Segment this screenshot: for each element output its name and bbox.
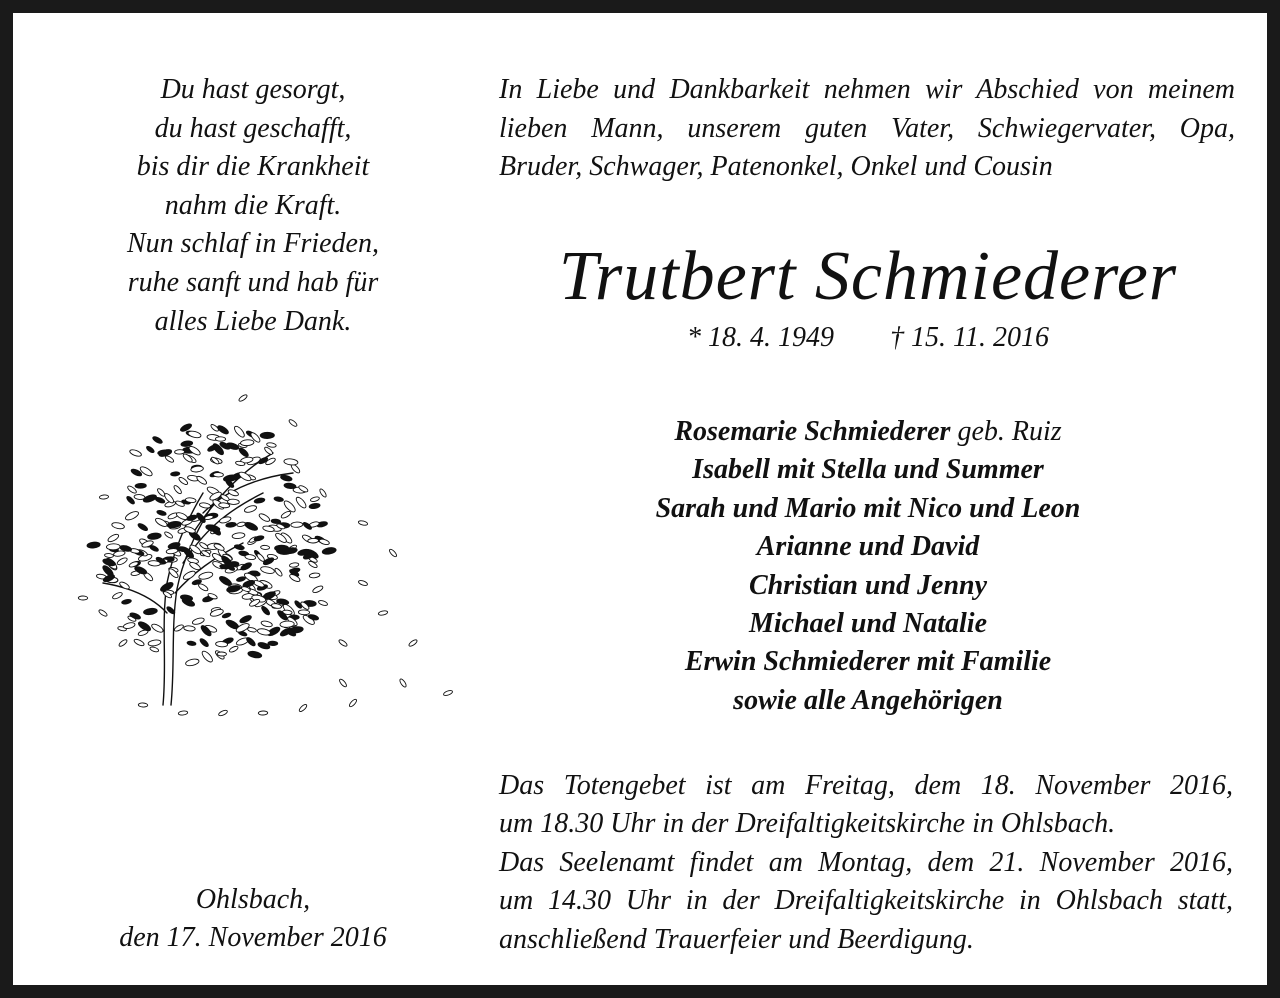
service-line: um 18.30 Uhr in der Dreifaltigkeitskirche in Ohlsbach. [499, 808, 1116, 840]
intro-text [499, 71, 1235, 187]
intro-line: Bruder, Schwager, Patenonkel, Onkel und Cousin [499, 151, 1053, 183]
mourner-line: Arianne und David [756, 531, 980, 563]
service-line: um 14.30 Uhr in der Dreifaltigkeitskirche in Ohlsbach statt, [499, 885, 1233, 917]
mourner-name: Rosemarie Schmiederer [674, 416, 951, 447]
mourner-line: Erwin Schmiederer mit Familie [684, 646, 1052, 678]
mourner-line: Isabell mit Stella und Summer [692, 454, 1044, 486]
poem-line: nahm die Kraft. [164, 189, 342, 221]
place-and-date [73, 881, 433, 958]
deceased-name: Trutbert Schmiederer [558, 238, 1178, 315]
mourner-line: Sarah und Mario mit Nico und Leon [655, 492, 1081, 524]
poem [73, 71, 433, 341]
mourner-maiden-name: geb. Ruiz [957, 416, 1062, 447]
tree-leaves [78, 394, 453, 717]
poem-line: bis dir die Krankheit [136, 151, 370, 183]
intro-line: In Liebe und Dankbarkeit nehmen wir Abschied von meinem [499, 74, 1235, 105]
service-details [499, 767, 1233, 959]
mourner-line [483, 413, 1253, 451]
mourner-line: sowie alle Angehörigen [733, 684, 1003, 716]
birth-date: * 18. 4. 1949 [687, 322, 835, 353]
intro-line: lieben Mann, unserem guten Vater, Schwiegervater, Opa, [499, 112, 1235, 144]
mourner-line: Christian und Jenny [748, 569, 988, 601]
life-dates [483, 319, 1253, 357]
tree-illustration [63, 383, 463, 723]
service-line: Das Seelenamt findet am Montag, dem 21. November 2016, [499, 846, 1233, 878]
poem-line: du hast geschafft, [154, 112, 352, 144]
death-date: † 15. 11. 2016 [890, 322, 1049, 353]
poem-line: alles Liebe Dank. [154, 305, 352, 337]
mourner-line: Michael und Natalie [748, 608, 987, 640]
service-line: Das Totengebet ist am Freitag, dem 18. November 2016, [499, 770, 1233, 801]
mourners-list [483, 413, 1253, 720]
poem-line: Du hast gesorgt, [160, 74, 346, 105]
poem-line: ruhe sanft und hab für [127, 266, 379, 298]
windblown-tree-icon [63, 383, 463, 723]
poem-line: Nun schlaf in Frieden, [127, 228, 379, 260]
service-line: anschließend Trauerfeier und Beerdigung. [499, 923, 974, 955]
place-date: den 17. November 2016 [119, 922, 387, 954]
place-city: Ohlsbach, [195, 884, 311, 915]
